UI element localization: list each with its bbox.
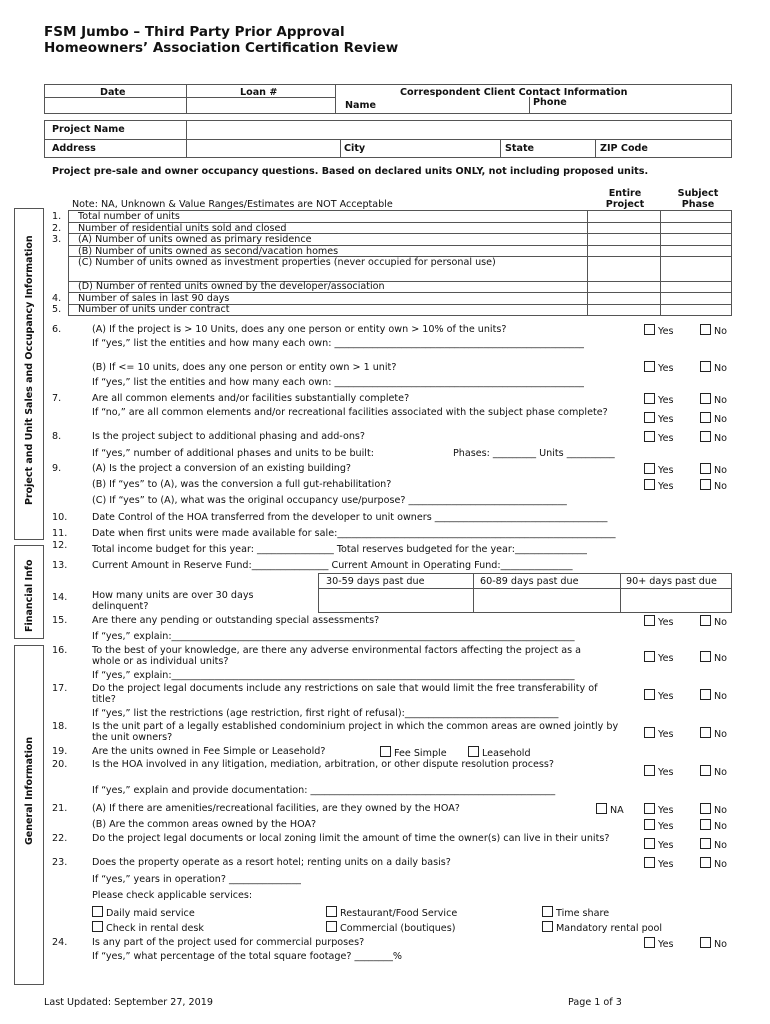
checkbox-icon[interactable] xyxy=(644,412,655,423)
q13-text: Current Amount in Reserve Fund:________________ Current Amount in Operating Fund:_______________ xyxy=(92,560,573,571)
q7b-yes[interactable] xyxy=(644,412,674,425)
row-text-2: Number of residential units sold and closed xyxy=(78,223,287,234)
q17-no[interactable] xyxy=(700,689,727,702)
service-label: Time share xyxy=(556,908,610,919)
service-check-in-desk[interactable] xyxy=(92,921,204,934)
q16-followup: If “yes,” explain:____________________________________________________________________________________ xyxy=(92,670,575,681)
note-text: Note: NA, Unknown & Value Ranges/Estimates are NOT Acceptable xyxy=(72,199,393,210)
q15-followup: If “yes,” explain:____________________________________________________________________________________ xyxy=(92,631,575,642)
form-title-line1: FSM Jumbo – Third Party Prior Approval xyxy=(44,24,345,40)
no-label: No xyxy=(714,363,728,374)
row-num-4: 4. xyxy=(52,293,62,304)
checkbox-icon[interactable] xyxy=(700,393,711,404)
yes-label: Yes xyxy=(658,821,674,832)
checkbox-icon[interactable] xyxy=(700,615,711,626)
checkbox-icon[interactable] xyxy=(700,838,711,849)
yes-label: Yes xyxy=(658,691,674,702)
side-label-project: Project and Unit Sales and Occupancy Information xyxy=(24,235,35,505)
q20-text: Is the HOA involved in any litigation, mediation, arbitration, or other dispute resolution process? xyxy=(92,759,554,770)
checkbox-icon[interactable] xyxy=(468,746,479,757)
q19-text: Are the units owned in Fee Simple or Leasehold? xyxy=(92,746,326,757)
no-label: No xyxy=(714,653,728,664)
contact-label: Correspondent Client Contact Information xyxy=(400,87,628,98)
checkbox-icon[interactable] xyxy=(644,689,655,700)
q13-number: 13. xyxy=(52,560,68,571)
checkbox-icon[interactable] xyxy=(644,803,655,814)
checkbox-icon[interactable] xyxy=(326,906,337,917)
checkbox-icon[interactable] xyxy=(700,689,711,700)
project-name-label: Project Name xyxy=(52,124,125,135)
service-label: Daily maid service xyxy=(106,908,195,919)
yes-label: Yes xyxy=(658,767,674,778)
q18-text: Is the unit part of a legally established condominium project in which the common areas are owned jointly by the unit owners? xyxy=(92,721,619,743)
checkbox-icon[interactable] xyxy=(326,921,337,932)
row-num-2: 2. xyxy=(52,223,62,234)
q9a-no[interactable] xyxy=(700,463,727,476)
checkbox-icon[interactable] xyxy=(92,921,103,932)
checkbox-icon[interactable] xyxy=(542,921,553,932)
q9-number: 9. xyxy=(52,463,62,474)
q17-followup: If “yes,” list the restrictions (age restriction, first right of refusal):________________________________ xyxy=(92,708,559,719)
checkbox-icon[interactable] xyxy=(644,463,655,474)
checkbox-icon[interactable] xyxy=(644,651,655,662)
yes-label: Yes xyxy=(658,395,674,406)
q17-text: Do the project legal documents include any restrictions on sale that would limit the free transferability of title? xyxy=(92,683,598,705)
checkbox-icon[interactable] xyxy=(700,361,711,372)
yes-label: Yes xyxy=(658,363,674,374)
checkbox-icon[interactable] xyxy=(644,361,655,372)
no-label: No xyxy=(714,729,728,740)
no-label: No xyxy=(714,465,728,476)
yes-label: Yes xyxy=(658,653,674,664)
checkbox-icon[interactable] xyxy=(700,765,711,776)
q11-text: Date when first units were made available for sale:__________________________________________________________ xyxy=(92,528,616,539)
q6b-text: (B) If <= 10 units, does any one person or entity own > 1 unit? xyxy=(92,362,397,373)
yes-label: Yes xyxy=(658,840,674,851)
q12-text: Total income budget for this year: ________________ Total reserves budgeted for the year:_______________ xyxy=(92,544,587,555)
q9b-yes[interactable] xyxy=(644,479,674,492)
q23-text: Does the property operate as a resort hotel; renting units on a daily basis? xyxy=(92,857,451,868)
yes-label: Yes xyxy=(658,465,674,476)
yes-label: Yes xyxy=(658,729,674,740)
q18-number: 18. xyxy=(52,721,68,732)
q18-yes[interactable] xyxy=(644,727,674,740)
q15-yes[interactable] xyxy=(644,615,674,628)
checkbox-icon[interactable] xyxy=(380,746,391,757)
page-number: Page 1 of 3 xyxy=(568,997,622,1008)
row-text-3d: (D) Number of rented units owned by the developer/association xyxy=(78,281,385,292)
col-entire-project: Entire Project xyxy=(605,188,645,210)
yes-label: Yes xyxy=(658,326,674,337)
no-label: No xyxy=(714,395,728,406)
no-label: No xyxy=(714,617,728,628)
no-label: No xyxy=(714,939,728,950)
checkbox-icon[interactable] xyxy=(644,765,655,776)
q6b-no[interactable] xyxy=(700,361,727,374)
q12-number: 12. xyxy=(52,540,68,551)
checkbox-icon[interactable] xyxy=(700,324,711,335)
q22-text: Do the project legal documents or local zoning limit the amount of time the owner(s) can live in their units? xyxy=(92,833,610,844)
yes-label: Yes xyxy=(658,414,674,425)
q19-leasehold[interactable] xyxy=(468,746,531,759)
q24-followup: If “yes,” what percentage of the total square footage? ________% xyxy=(92,951,403,962)
q24-yes[interactable] xyxy=(644,937,674,950)
service-rental-pool[interactable] xyxy=(542,921,662,934)
row-text-3a: (A) Number of units owned as primary residence xyxy=(78,234,312,245)
no-label: No xyxy=(714,691,728,702)
yes-label: Yes xyxy=(658,805,674,816)
no-label: No xyxy=(714,821,728,832)
checkbox-icon[interactable] xyxy=(644,324,655,335)
q6a-yes[interactable] xyxy=(644,324,674,337)
q22-number: 22. xyxy=(52,833,68,844)
checkbox-icon[interactable] xyxy=(700,479,711,490)
checkbox-icon[interactable] xyxy=(700,937,711,948)
no-label: No xyxy=(714,414,728,425)
row-num-3: 3. xyxy=(52,234,62,245)
q9c-text: (C) If “yes” to (A), what was the original occupancy use/purpose? _________________________________ xyxy=(92,495,567,506)
q23-no[interactable] xyxy=(700,857,727,870)
q7b-no[interactable] xyxy=(700,412,727,425)
q10-text: Date Control of the HOA transferred from the developer to unit owners ____________________________________ xyxy=(92,512,608,523)
q14-number: 14. xyxy=(52,592,68,603)
q6-number: 6. xyxy=(52,324,62,335)
q6a-text: (A) If the project is > 10 Units, does any one person or entity own > 10% of the units? xyxy=(92,324,507,335)
checkbox-icon[interactable] xyxy=(644,857,655,868)
q19-number: 19. xyxy=(52,746,68,757)
q14-text: How many units are over 30 days delinquent? xyxy=(92,590,254,612)
q7-number: 7. xyxy=(52,393,62,404)
phone-label: Phone xyxy=(533,97,567,108)
q6b-followup: If “yes,” list the entities and how many each own: ____________________________________________________ xyxy=(92,377,584,388)
q16-yes[interactable] xyxy=(644,651,674,664)
checkbox-icon[interactable] xyxy=(700,412,711,423)
service-label: Mandatory rental pool xyxy=(556,923,663,934)
fee-simple-label: Fee Simple xyxy=(394,748,447,759)
q8-number: 8. xyxy=(52,431,62,442)
q7b-text: If “no,” are all common elements and/or recreational facilities associated with the subject phase complete? xyxy=(92,407,608,418)
q20-no[interactable] xyxy=(700,765,727,778)
q9a-yes[interactable] xyxy=(644,463,674,476)
checkbox-icon[interactable] xyxy=(644,937,655,948)
checkbox-icon[interactable] xyxy=(700,857,711,868)
q16-text: To the best of your knowledge, are there any adverse environmental factors affecting the project as a whole or as individual units? xyxy=(92,645,581,667)
q21b-yes[interactable] xyxy=(644,819,674,832)
q21a-yes[interactable] xyxy=(644,803,674,816)
q21-number: 21. xyxy=(52,803,68,814)
q8-text: Is the project subject to additional phasing and add-ons? xyxy=(92,431,365,442)
checkbox-icon[interactable] xyxy=(542,906,553,917)
yes-label: Yes xyxy=(658,481,674,492)
checkbox-icon[interactable] xyxy=(596,803,607,814)
q21b-no[interactable] xyxy=(700,819,727,832)
service-label: Check in rental desk xyxy=(106,923,204,934)
delinquent-30-59-header: 30-59 days past due xyxy=(326,576,425,587)
row-text-1: Total number of units xyxy=(78,211,180,222)
q7-yes[interactable] xyxy=(644,393,674,406)
form-title-line2: Homeowners’ Association Certification Review xyxy=(44,40,399,56)
q10-number: 10. xyxy=(52,512,68,523)
checkbox-icon[interactable] xyxy=(644,615,655,626)
side-label-general: General Information xyxy=(24,736,35,845)
q15-number: 15. xyxy=(52,615,68,626)
q18-no[interactable] xyxy=(700,727,727,740)
no-label: No xyxy=(714,840,728,851)
service-time-share[interactable] xyxy=(542,906,609,919)
q24-number: 24. xyxy=(52,937,68,948)
checkbox-icon[interactable] xyxy=(700,819,711,830)
q6b-yes[interactable] xyxy=(644,361,674,374)
q9a-text: (A) Is the project a conversion of an existing building? xyxy=(92,463,352,474)
service-restaurant[interactable] xyxy=(326,906,457,919)
q9b-no[interactable] xyxy=(700,479,727,492)
state-label: State xyxy=(505,143,535,154)
q11-number: 11. xyxy=(52,528,68,539)
q21a-text: (A) If there are amenities/recreational facilities, are they owned by the HOA? xyxy=(92,803,460,814)
q24-text: Is any part of the project used for commercial purposes? xyxy=(92,937,365,948)
checkbox-icon[interactable] xyxy=(700,727,711,738)
q23-yes[interactable] xyxy=(644,857,674,870)
q16-no[interactable] xyxy=(700,651,727,664)
q23-number: 23. xyxy=(52,857,68,868)
row-num-5: 5. xyxy=(52,304,62,315)
no-label: No xyxy=(714,859,728,870)
checkbox-icon[interactable] xyxy=(92,906,103,917)
checkbox-icon[interactable] xyxy=(644,819,655,830)
service-label: Restaurant/Food Service xyxy=(340,908,458,919)
no-label: No xyxy=(714,805,728,816)
q8-phases: Phases: _________ Units __________ xyxy=(453,448,615,459)
q7-no[interactable] xyxy=(700,393,727,406)
checkbox-icon[interactable] xyxy=(644,727,655,738)
q24-no[interactable] xyxy=(700,937,727,950)
last-updated: Last Updated: September 27, 2019 xyxy=(44,997,213,1008)
col-subject-phase: Subject Phase xyxy=(677,188,719,210)
q20-number: 20. xyxy=(52,759,68,770)
zip-label: ZIP Code xyxy=(600,143,648,154)
q9b-text: (B) If “yes” to (A), was the conversion a full gut-rehabilitation? xyxy=(92,479,392,490)
q15-no[interactable] xyxy=(700,615,727,628)
no-label: No xyxy=(714,481,728,492)
checkbox-icon[interactable] xyxy=(644,838,655,849)
q20-yes[interactable] xyxy=(644,765,674,778)
yes-label: Yes xyxy=(658,939,674,950)
q15-text: Are there any pending or outstanding special assessments? xyxy=(92,615,380,626)
date-label: Date xyxy=(100,87,126,98)
row-text-3c: (C) Number of units owned as investment properties (never occupied for personal use) xyxy=(78,257,496,268)
yes-label: Yes xyxy=(658,859,674,870)
service-label: Commercial (boutiques) xyxy=(340,923,456,934)
yes-label: Yes xyxy=(658,433,674,444)
q21a-no[interactable] xyxy=(700,803,727,816)
side-label-financial: Financial Info xyxy=(24,559,35,632)
row-text-4: Number of sales in last 90 days xyxy=(78,293,230,304)
q7-text: Are all common elements and/or facilities substantially complete? xyxy=(92,393,410,404)
checkbox-icon[interactable] xyxy=(644,431,655,442)
checkbox-icon[interactable] xyxy=(700,463,711,474)
intro-text: Project pre-sale and owner occupancy questions. Based on declared units ONLY, not including proposed units. xyxy=(52,166,649,177)
form-title xyxy=(44,24,398,56)
checkbox-icon[interactable] xyxy=(644,479,655,490)
loan-label: Loan # xyxy=(240,87,278,98)
q17-yes[interactable] xyxy=(644,689,674,702)
q23-services-label: Please check applicable services: xyxy=(92,890,253,901)
no-label: No xyxy=(714,326,728,337)
row-num-1: 1. xyxy=(52,211,62,222)
service-commercial[interactable] xyxy=(326,921,455,934)
q21a-na[interactable] xyxy=(596,803,624,816)
checkbox-icon[interactable] xyxy=(644,393,655,404)
q8-yes[interactable] xyxy=(644,431,674,444)
address-label: Address xyxy=(52,143,96,154)
q22-no[interactable] xyxy=(700,838,727,851)
delinquent-60-89-header: 60-89 days past due xyxy=(480,576,579,587)
city-label: City xyxy=(344,143,366,154)
leasehold-label: Leasehold xyxy=(482,748,531,759)
yes-label: Yes xyxy=(658,617,674,628)
na-label: NA xyxy=(610,805,624,816)
q20-followup: If “yes,” explain and provide documentation: ___________________________________________________ xyxy=(92,785,556,796)
q21b-text: (B) Are the common areas owned by the HOA? xyxy=(92,819,317,830)
q8-followup: If “yes,” number of additional phases and units to be built: xyxy=(92,448,374,459)
q6a-followup: If “yes,” list the entities and how many each own: ____________________________________________________ xyxy=(92,338,584,349)
q17-number: 17. xyxy=(52,683,68,694)
no-label: No xyxy=(714,767,728,778)
checkbox-icon[interactable] xyxy=(700,651,711,662)
q19-fee-simple[interactable] xyxy=(380,746,447,759)
service-daily-maid[interactable] xyxy=(92,906,195,919)
q16-number: 16. xyxy=(52,645,68,656)
row-text-3b: (B) Number of units owned as second/vacation homes xyxy=(78,246,339,257)
row-text-5: Number of units under contract xyxy=(78,304,230,315)
q22-yes[interactable] xyxy=(644,838,674,851)
checkbox-icon[interactable] xyxy=(700,431,711,442)
no-label: No xyxy=(714,433,728,444)
q8-no[interactable] xyxy=(700,431,727,444)
q23-years: If “yes,” years in operation? _______________ xyxy=(92,874,301,885)
delinquent-90-header: 90+ days past due xyxy=(626,576,717,587)
name-label: Name xyxy=(345,100,377,111)
checkbox-icon[interactable] xyxy=(700,803,711,814)
q6a-no[interactable] xyxy=(700,324,727,337)
